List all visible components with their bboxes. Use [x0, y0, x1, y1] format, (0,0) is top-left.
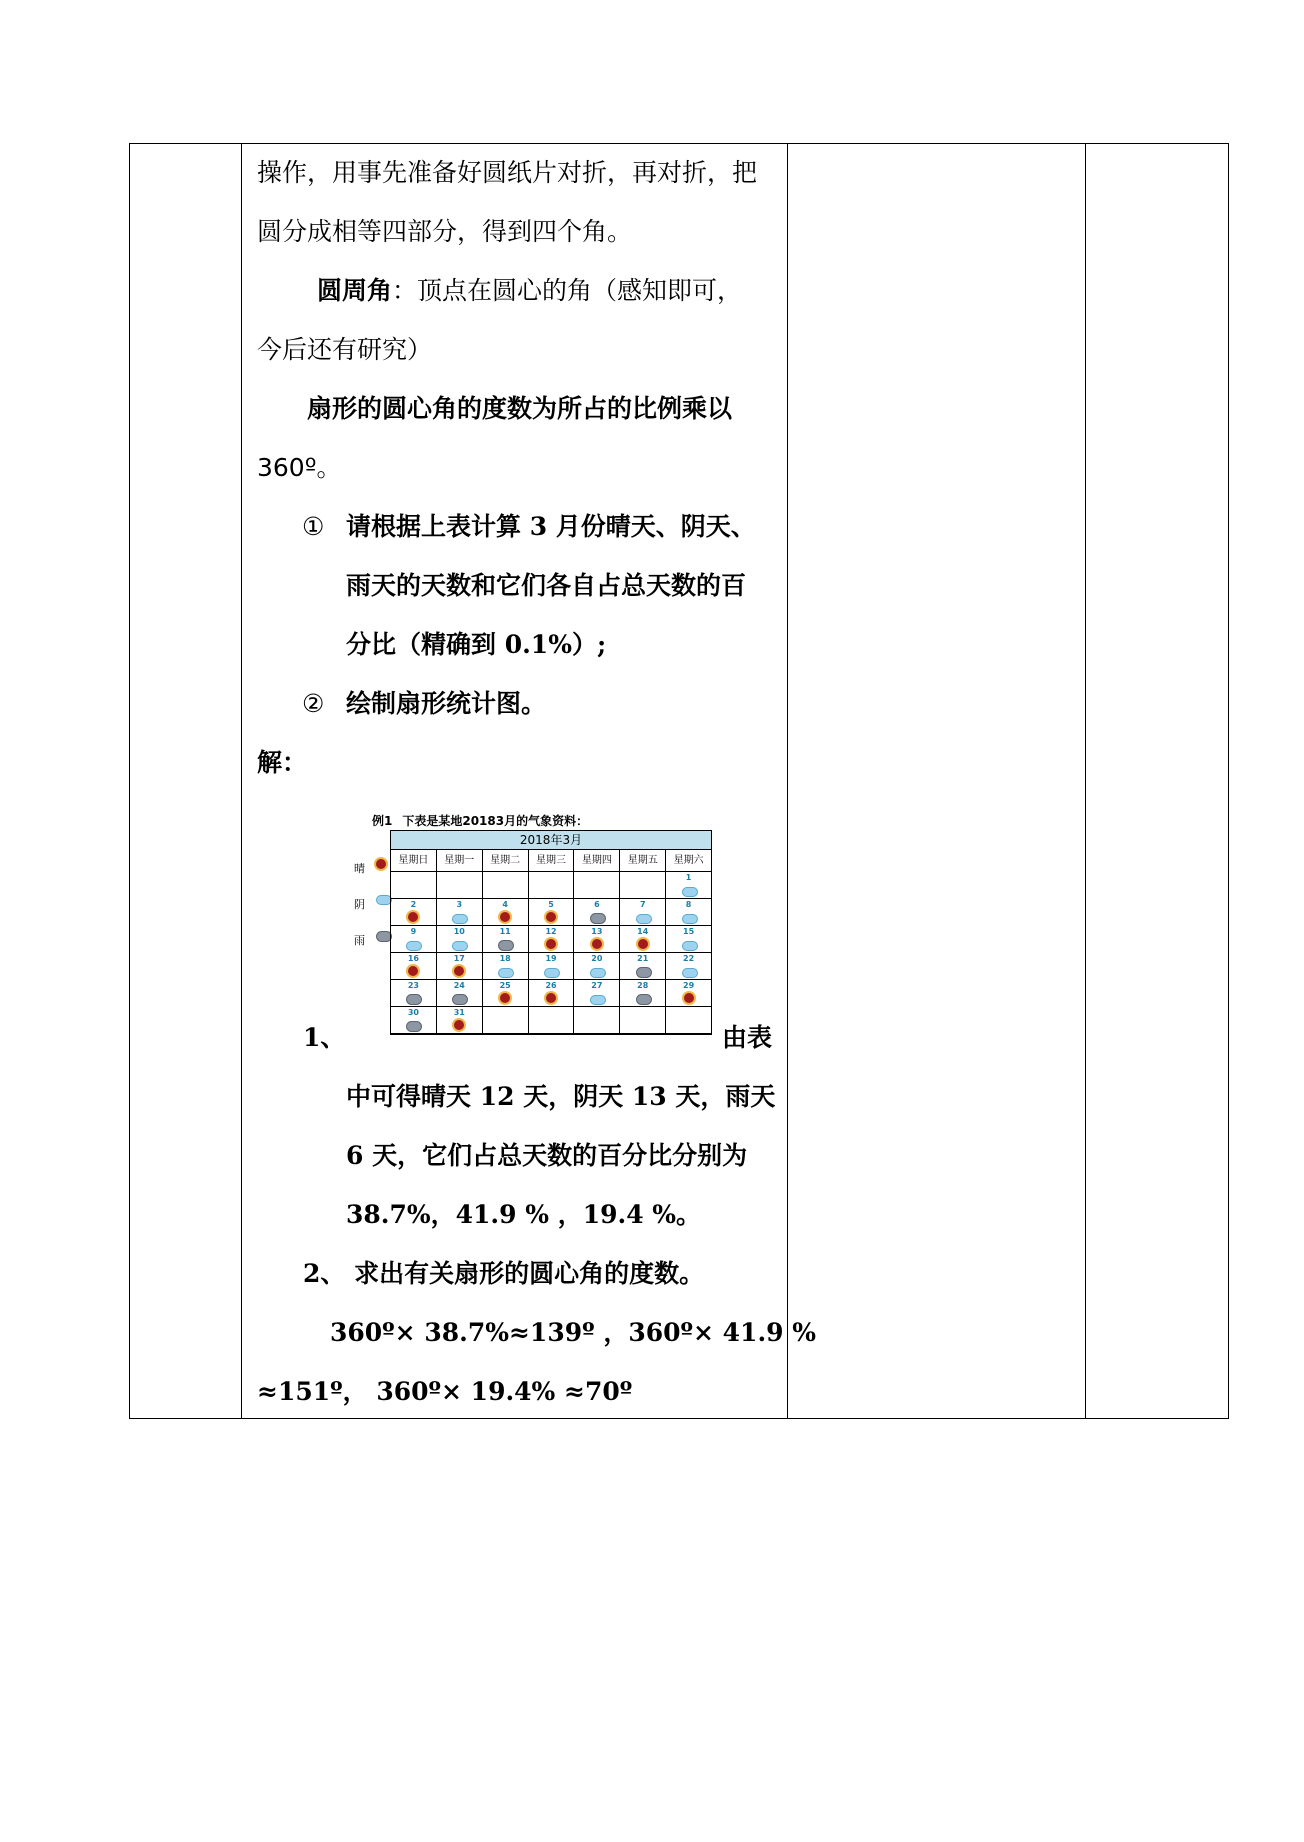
rain-cloud-icon — [452, 994, 468, 1005]
day-number: 17 — [453, 954, 465, 963]
day-number: 20 — [591, 954, 603, 963]
weekday-header-cell: 星期四 — [574, 850, 620, 872]
calendar-day-cell — [666, 953, 711, 980]
day-number: 31 — [453, 1008, 465, 1017]
weekday-header-cell: 星期三 — [529, 850, 575, 872]
calendar-day-cell — [574, 980, 620, 1007]
answer-1-number: 1、 — [303, 1023, 346, 1052]
question-1-line-c: 分比（精确到 0.1%）; — [346, 630, 607, 659]
answer-1-line-b: 中可得晴天 12 天，阴天 13 天，雨天 — [346, 1082, 776, 1111]
text-line-4: 今后还有研究） — [257, 335, 433, 364]
sun-icon — [546, 939, 556, 949]
day-number: 28 — [637, 981, 649, 990]
answer-1-line-d: 38.7%，41.9 % ，19.4 %。 — [346, 1200, 702, 1229]
cloud-icon — [636, 914, 652, 924]
table-col-border-1 — [129, 143, 130, 1418]
answer-2-text: 2、 求出有关扇形的圆心角的度数。 — [303, 1259, 705, 1288]
weekday-header-cell: 星期一 — [437, 850, 483, 872]
sun-icon — [376, 859, 386, 869]
solution-label: 解： — [257, 748, 308, 777]
question-2-number: ② — [302, 689, 325, 718]
calendar-day-cell — [666, 872, 711, 899]
calendar-week-row — [391, 872, 711, 899]
calendar-empty-cell — [574, 872, 620, 899]
table-col-border-3 — [787, 143, 788, 1418]
sun-icon — [592, 939, 602, 949]
day-number: 21 — [637, 954, 649, 963]
calendar-empty-cell — [529, 872, 575, 899]
day-number: 29 — [683, 981, 695, 990]
calendar-day-cell — [574, 899, 620, 926]
calendar-empty-cell — [620, 872, 666, 899]
question-1-line-a: 请根据上表计算 3 月份晴天、阴天、 — [346, 512, 756, 541]
sun-icon — [454, 966, 464, 976]
day-number: 3 — [456, 900, 463, 909]
cloud-icon — [682, 887, 698, 897]
day-number: 4 — [502, 900, 508, 909]
cloud-icon — [544, 968, 560, 978]
table-col-border-5 — [1228, 143, 1229, 1418]
weekday-header-row — [391, 850, 711, 872]
cloud-icon — [452, 941, 468, 951]
calendar-week-row — [391, 899, 711, 926]
example-label: 例1 — [372, 814, 393, 828]
calendar-day-cell — [437, 980, 483, 1007]
answer-1-tail: 由表 — [722, 1023, 773, 1052]
calendar-day-cell — [391, 899, 437, 926]
rain-cloud-icon — [636, 967, 652, 978]
day-number: 11 — [499, 927, 511, 936]
sun-icon — [408, 912, 418, 922]
legend-sunny — [354, 860, 365, 876]
calculation-line-2: ≈151º， 360º× 19.4% ≈70º — [257, 1377, 633, 1406]
day-number: 23 — [407, 981, 419, 990]
day-number: 24 — [453, 981, 465, 990]
question-1-number: ① — [302, 512, 325, 541]
day-number: 14 — [637, 927, 649, 936]
table-top-border — [129, 143, 1229, 144]
text-line-6: 360º。 — [257, 453, 342, 482]
answer-1-line-c: 6 天，它们占总天数的百分比分别为 — [346, 1141, 748, 1170]
day-number: 1 — [685, 873, 692, 882]
weekday-header-cell: 星期二 — [483, 850, 529, 872]
calendar-day-cell — [574, 953, 620, 980]
cloud-icon — [498, 968, 514, 978]
weekday-header-cell: 星期六 — [666, 850, 711, 872]
calendar-empty-cell — [529, 1007, 575, 1034]
legend-cloudy-label: 阴 — [354, 898, 365, 911]
day-number: 13 — [591, 927, 603, 936]
calendar-day-cell — [620, 953, 666, 980]
calendar-week-row — [391, 980, 711, 1007]
calendar-week-row — [391, 1007, 711, 1034]
day-number: 19 — [545, 954, 557, 963]
sun-icon — [408, 966, 418, 976]
calendar-day-cell — [483, 899, 529, 926]
calendar-day-cell — [391, 1007, 437, 1034]
day-number: 12 — [545, 927, 557, 936]
day-number: 8 — [685, 900, 692, 909]
question-1-line-b: 雨天的天数和它们各自占总天数的百 — [346, 571, 747, 600]
calendar-caption — [372, 812, 588, 829]
legend-cloudy — [354, 896, 365, 912]
calendar-empty-cell — [437, 872, 483, 899]
calendar-day-cell — [529, 899, 575, 926]
calendar-day-cell — [391, 953, 437, 980]
day-number: 2 — [410, 900, 417, 909]
calculation-line-1: 360º× 38.7%≈139º ，360º× 41.9 % — [330, 1318, 816, 1347]
calendar-empty-cell — [666, 1007, 711, 1034]
calendar-day-cell — [620, 926, 666, 953]
calendar-title: 2018年3月 — [391, 831, 711, 850]
cloud-icon — [682, 968, 698, 978]
day-number: 6 — [594, 900, 600, 909]
day-number: 26 — [545, 981, 557, 990]
text-line-1: 操作，用事先准备好圆纸片对折，再对折，把 — [257, 158, 758, 187]
day-number: 27 — [591, 981, 603, 990]
text-line-5: 扇形的圆心角的度数为所占的比例乘以 — [307, 394, 733, 423]
rain-cloud-icon — [590, 913, 606, 924]
calendar-day-cell — [620, 980, 666, 1007]
calendar-day-cell — [529, 980, 575, 1007]
calendar-day-cell — [666, 980, 711, 1007]
term-inscribed-angle: 圆周角 — [317, 276, 393, 305]
cloud-icon — [682, 941, 698, 951]
day-number: 7 — [639, 900, 646, 909]
weekday-header-cell: 星期五 — [620, 850, 666, 872]
cloud-icon — [590, 968, 606, 978]
calendar-empty-cell — [483, 872, 529, 899]
weather-calendar-figure — [354, 810, 714, 1040]
term-definition: ：顶点在圆心的角（感知即可， — [392, 276, 743, 305]
calendar-day-cell — [437, 926, 483, 953]
calendar-empty-cell — [574, 1007, 620, 1034]
day-number: 5 — [548, 900, 554, 909]
legend-rainy-label: 雨 — [354, 934, 365, 947]
calendar-day-cell — [391, 926, 437, 953]
calendar-day-cell — [391, 980, 437, 1007]
calendar-body — [391, 872, 711, 1034]
table-col-border-2 — [241, 143, 242, 1418]
day-number: 15 — [683, 927, 695, 936]
day-number: 9 — [410, 927, 417, 936]
cloud-icon — [590, 995, 606, 1005]
calendar-day-cell — [666, 926, 711, 953]
calendar-day-cell — [437, 1007, 483, 1034]
calendar-day-cell — [529, 953, 575, 980]
legend-sunny-label: 晴 — [354, 862, 365, 875]
day-number: 22 — [683, 954, 695, 963]
cloud-icon — [406, 941, 422, 951]
cloud-icon — [452, 914, 468, 924]
calendar-empty-cell — [483, 1007, 529, 1034]
calendar-week-row — [391, 926, 711, 953]
calendar-day-cell — [437, 899, 483, 926]
text-line-2: 圆分成相等四部分，得到四个角。 — [257, 217, 633, 246]
sun-icon — [454, 1020, 464, 1030]
day-number: 18 — [499, 954, 511, 963]
cloud-icon — [682, 914, 698, 924]
calendar-day-cell — [529, 926, 575, 953]
rain-cloud-icon — [498, 940, 514, 951]
table-col-border-4 — [1085, 143, 1086, 1418]
rain-cloud-icon — [636, 994, 652, 1005]
day-number: 30 — [407, 1008, 419, 1017]
sun-icon — [546, 993, 556, 1003]
sun-icon — [546, 912, 556, 922]
calendar-day-cell — [437, 953, 483, 980]
rain-cloud-icon — [406, 994, 422, 1005]
calendar-empty-cell — [620, 1007, 666, 1034]
calendar-day-cell — [574, 926, 620, 953]
calendar-day-cell — [483, 926, 529, 953]
calendar-day-cell — [483, 980, 529, 1007]
sun-icon — [500, 993, 510, 1003]
sun-icon — [638, 939, 648, 949]
calendar-day-cell — [483, 953, 529, 980]
sun-icon — [500, 912, 510, 922]
calendar-day-cell — [666, 899, 711, 926]
day-number: 25 — [499, 981, 511, 990]
calendar-empty-cell — [391, 872, 437, 899]
text-line-3 — [317, 275, 742, 307]
rain-cloud-icon — [406, 1021, 422, 1032]
day-number: 16 — [407, 954, 419, 963]
calendar-grid — [390, 830, 712, 1035]
day-number: 10 — [453, 927, 465, 936]
question-2-text: 绘制扇形统计图。 — [346, 689, 547, 718]
sun-icon — [684, 993, 694, 1003]
weekday-header-cell: 星期日 — [391, 850, 437, 872]
table-bottom-border — [129, 1418, 1229, 1419]
legend-rainy — [354, 932, 365, 948]
calendar-week-row — [391, 953, 711, 980]
calendar-day-cell — [620, 899, 666, 926]
calendar-caption-text: 下表是某地20183月的气象资料： — [402, 814, 589, 828]
